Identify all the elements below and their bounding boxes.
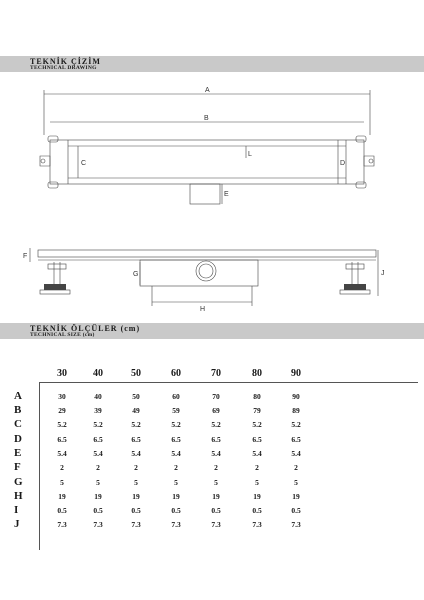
table-cell: 7.3: [171, 520, 181, 529]
table-cell: 19: [172, 492, 180, 501]
row-label: B: [14, 404, 22, 416]
table-cell: 6.5: [131, 435, 141, 444]
outlet-box-top-view: [190, 184, 220, 204]
dim-label-g: G: [133, 271, 139, 278]
table-cell: 39: [94, 406, 102, 415]
row-label: G: [14, 476, 23, 488]
dim-label-b: B: [204, 115, 209, 122]
table-cell: 0.5: [131, 506, 141, 515]
column-header: 80: [252, 368, 262, 379]
table-cell: 2: [255, 463, 259, 472]
table-cell: 60: [172, 392, 180, 401]
table-cell: 7.3: [252, 520, 262, 529]
table-cell: 19: [253, 492, 261, 501]
table-cell: 19: [212, 492, 220, 501]
table-header-rule: [39, 382, 418, 383]
table-cell: 5: [294, 478, 298, 487]
table-cell: 50: [132, 392, 140, 401]
drawing-section-subtitle: TECHNICAL DRAWING: [30, 64, 97, 71]
column-header: 30: [57, 368, 67, 379]
table-cell: 5.2: [171, 420, 181, 429]
table-cell: 19: [58, 492, 66, 501]
table-cell: 2: [294, 463, 298, 472]
table-cell: 2: [96, 463, 100, 472]
drawing-section-title: TEKNİK ÇİZİM: [30, 57, 101, 66]
table-cell: 5.2: [57, 420, 67, 429]
table-cell: 7.3: [211, 520, 221, 529]
dim-label-h: H: [200, 306, 206, 313]
table-cell: 7.3: [93, 520, 103, 529]
dim-label-j: J: [381, 270, 385, 277]
table-cell: 5: [60, 478, 64, 487]
left-foot-nut: [44, 284, 66, 290]
table-cell: 5.4: [93, 449, 103, 458]
left-foot: [40, 290, 70, 294]
table-label-rule: [39, 382, 40, 550]
row-label: J: [14, 518, 20, 530]
table-cell: 5: [96, 478, 100, 487]
size-section-header: [0, 323, 424, 339]
table-cell: 5.4: [252, 449, 262, 458]
table-cell: 6.5: [211, 435, 221, 444]
table-cell: 49: [132, 406, 140, 415]
table-cell: 0.5: [93, 506, 103, 515]
table-cell: 2: [134, 463, 138, 472]
table-cell: 19: [94, 492, 102, 501]
table-cell: 2: [174, 463, 178, 472]
table-cell: 7.3: [291, 520, 301, 529]
table-cell: 19: [292, 492, 300, 501]
table-cell: 5.2: [291, 420, 301, 429]
table-cell: 0.5: [171, 506, 181, 515]
size-table: [0, 360, 424, 560]
table-cell: 6.5: [291, 435, 301, 444]
table-cell: 40: [94, 392, 102, 401]
row-label: D: [14, 433, 22, 445]
dim-label-c: C: [81, 160, 87, 167]
table-cell: 5: [255, 478, 259, 487]
table-cell: 5: [214, 478, 218, 487]
column-header: 90: [291, 368, 301, 379]
row-label: A: [14, 390, 22, 402]
table-cell: 5.2: [93, 420, 103, 429]
row-label: F: [14, 461, 21, 473]
dim-label-d: D: [340, 160, 346, 167]
table-cell: 29: [58, 406, 66, 415]
dim-label-a: A: [205, 87, 210, 94]
table-cell: 0.5: [252, 506, 262, 515]
table-cell: 30: [58, 392, 66, 401]
table-cell: 69: [212, 406, 220, 415]
table-cell: 59: [172, 406, 180, 415]
table-cell: 90: [292, 392, 300, 401]
column-header: 50: [131, 368, 141, 379]
table-cell: 79: [253, 406, 261, 415]
table-cell: 70: [212, 392, 220, 401]
dim-label-f: F: [23, 253, 28, 260]
column-header: 70: [211, 368, 221, 379]
row-label: C: [14, 418, 22, 430]
table-cell: 5: [174, 478, 178, 487]
table-cell: 19: [132, 492, 140, 501]
right-foot: [340, 290, 370, 294]
row-label: H: [14, 490, 23, 502]
table-cell: 7.3: [57, 520, 67, 529]
size-section-title: TEKNİK ÖLÇÜLER (cm): [30, 324, 141, 333]
table-cell: 80: [253, 392, 261, 401]
column-header: 60: [171, 368, 181, 379]
table-cell: 0.5: [291, 506, 301, 515]
channel-body-side-view: [38, 250, 376, 257]
table-cell: 0.5: [57, 506, 67, 515]
size-section-subtitle: TECHNICAL SIZE (cm): [30, 331, 95, 338]
table-cell: 5.4: [291, 449, 301, 458]
table-cell: 5.4: [131, 449, 141, 458]
right-foot-nut: [344, 284, 366, 290]
table-cell: 6.5: [93, 435, 103, 444]
channel-body-top-view: [50, 140, 364, 184]
table-cell: 6.5: [171, 435, 181, 444]
table-cell: 5.2: [211, 420, 221, 429]
row-label: I: [14, 504, 19, 516]
dim-label-l: L: [248, 151, 252, 158]
row-label: E: [14, 447, 22, 459]
dim-label-e: E: [224, 191, 229, 198]
column-header: 40: [93, 368, 103, 379]
table-cell: 0.5: [211, 506, 221, 515]
table-cell: 5.2: [252, 420, 262, 429]
table-cell: 5.2: [131, 420, 141, 429]
table-cell: 2: [214, 463, 218, 472]
table-cell: 89: [292, 406, 300, 415]
table-cell: 2: [60, 463, 64, 472]
table-cell: 5.4: [211, 449, 221, 458]
table-cell: 5.4: [171, 449, 181, 458]
table-cell: 6.5: [252, 435, 262, 444]
table-cell: 5.4: [57, 449, 67, 458]
table-cell: 6.5: [57, 435, 67, 444]
table-cell: 7.3: [131, 520, 141, 529]
table-cell: 5: [134, 478, 138, 487]
